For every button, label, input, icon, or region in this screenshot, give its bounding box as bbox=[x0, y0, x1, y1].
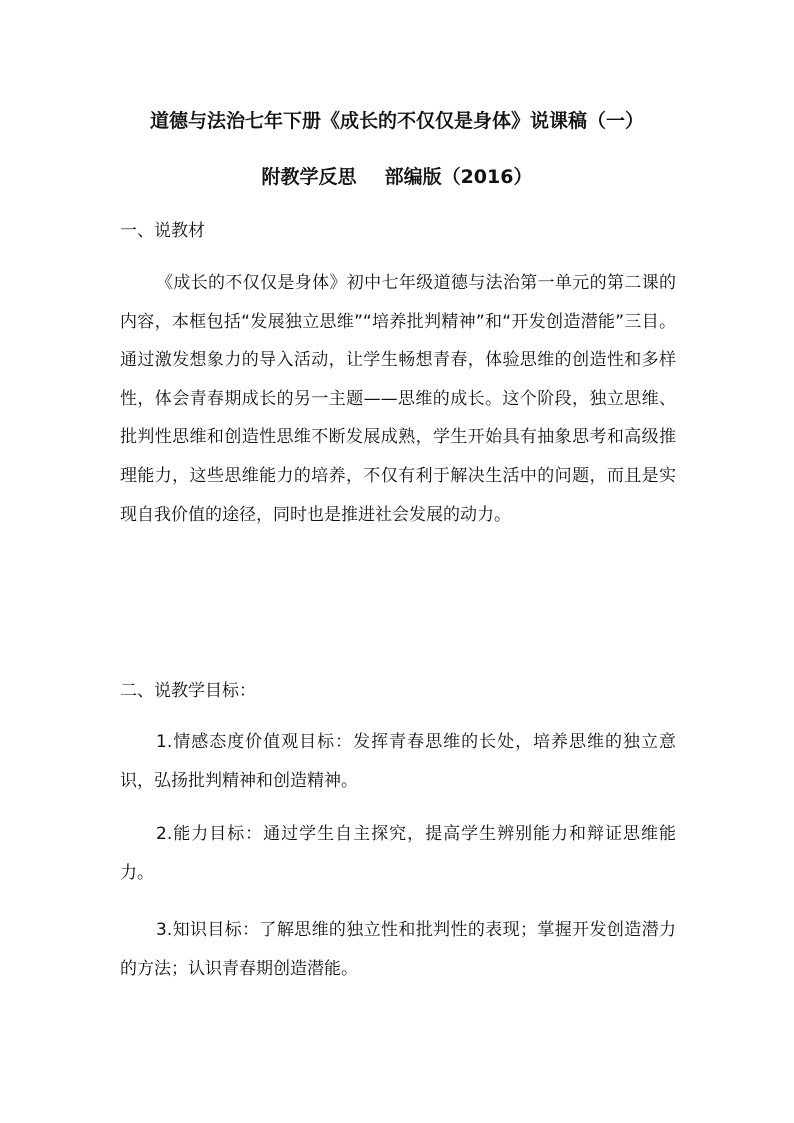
goal-item-emotion: 1.情感态度价值观目标：发挥青春思维的长处，培养思维的独立意识，弘扬批判精神和创造精神。 bbox=[120, 732, 676, 791]
section-heading-textbook: 一、说教材 bbox=[120, 221, 205, 241]
goal-item-ability: 2.能力目标：通过学生自主探究，提高学生辨别能力和辩证思维能力。 bbox=[120, 824, 676, 883]
goal-item-knowledge: 3.知识目标：了解思维的独立性和批判性的表现；掌握开发创造潜力的方法；认识青春期创造潜能。 bbox=[120, 920, 676, 979]
section-heading-teaching-goals: 二、说教学目标： bbox=[120, 681, 256, 701]
document-title-line-1: 道德与法治七年下册《成长的不仅仅是身体》说课稿（一） bbox=[149, 110, 644, 132]
section-paragraph-textbook: 《成长的不仅仅是身体》初中七年级道德与法治第一单元的第二课的内容，本框包括“发展独立思维”“培养批判精神”和“开发创造潜能”三目。通过激发想象力的导入活动，让学生畅想青春，体验思维的创造性和多样性，体会青春期成长的另一主题——思维的成长。这个阶段，独立思维、批判性思维和创造性思维不断发展成熟，学生开始具有抽象思考和高级推理能力，这些思维能力的培养，不仅有利于解决生活中的问题，而且是实现自我价值的途径，同时也是推进社会发展的动力。 bbox=[120, 273, 676, 525]
title-subtitle-left: 附教学反思 bbox=[261, 166, 357, 188]
document-title-line-2 bbox=[0, 162, 794, 189]
title-subtitle-right: 部编版（2016） bbox=[384, 166, 533, 188]
